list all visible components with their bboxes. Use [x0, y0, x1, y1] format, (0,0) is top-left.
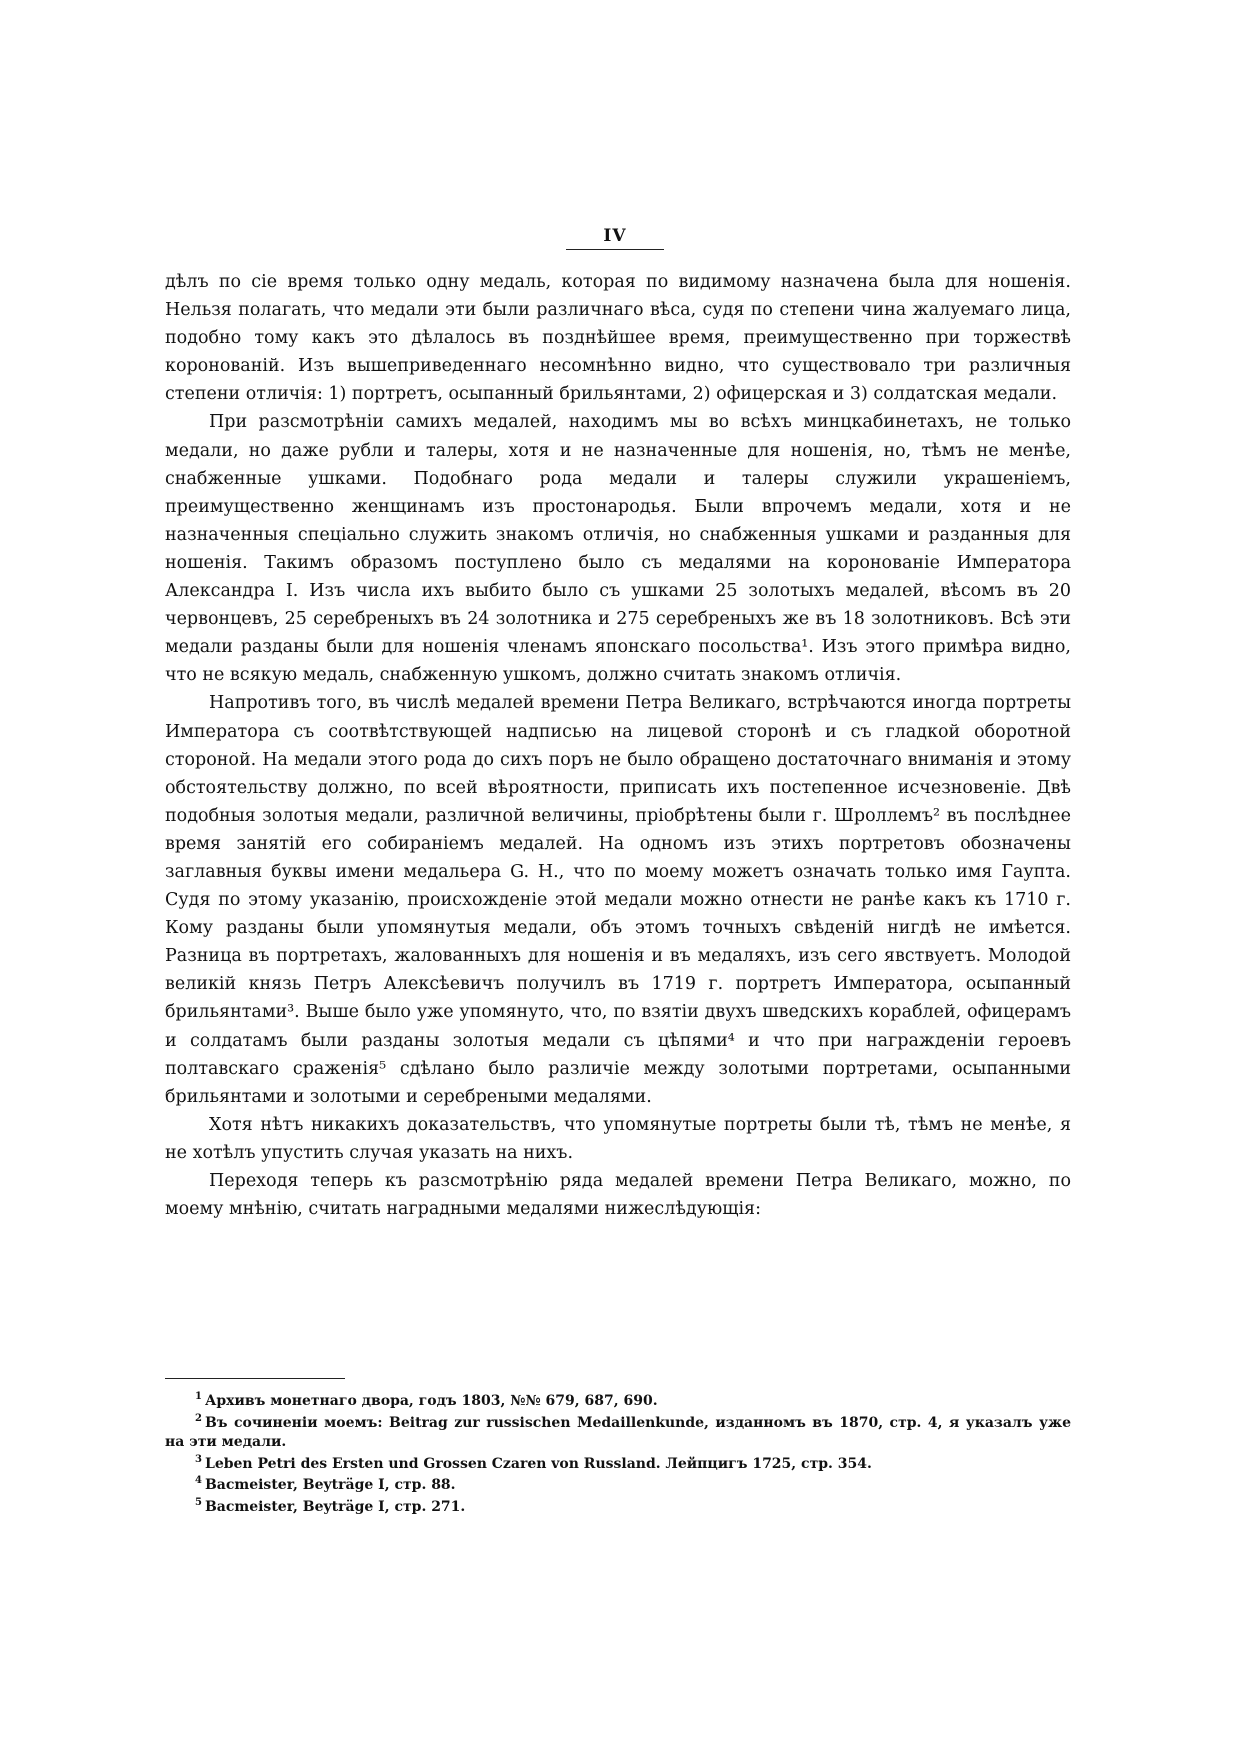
footnote-mark: 3 — [195, 1453, 202, 1465]
footnote-4 — [165, 1476, 1071, 1496]
footnote-text: Bacmeister, Beyträge I, стр. 271. — [204, 1498, 466, 1515]
footnote-mark: 1 — [195, 1391, 202, 1403]
page-number: IV — [603, 226, 627, 246]
footnote-1 — [165, 1392, 1071, 1412]
footnote-text: Leben Petri des Ersten und Grossen Czaren von Russland. Лейпцигъ 1725, стр. 354. — [204, 1455, 872, 1472]
paragraph-2: При разсмотрѣніи самихъ медалей, находимъ мы во всѣхъ минцкабинетахъ, не только медали, но даже рубли и талеры, хотя и не назначенные для ношенія, но, тѣмъ не менѣе, снабженные ушками. Подобнаго рода медали и талеры служили украшеніемъ, преимущественно женщинамъ изъ простонародья. Были впрочемъ медали, хотя и не назначенныя спеціально служить знакомъ отличія, но снабженныя ушками и разданныя для ношенія. Такимъ образомъ поступлено было съ медалями на коронованіе Императора Александра I. Изъ числа ихъ выбито было съ ушками 25 золотыхъ медалей, вѣсомъ въ 20 червонцевъ, 25 серебреныхъ въ 24 золотника и 275 серебреныхъ же въ 18 золотниковъ. Всѣ эти медали разданы были для ношенія членамъ японскаго посольства¹. Изъ этого примѣра видно, что не всякую медаль, снабженную ушкомъ, должно считать знакомъ отличія. — [165, 412, 1071, 686]
footnotes — [165, 1392, 1071, 1519]
page-number-rule — [566, 249, 664, 250]
paragraph-5: Переходя теперь къ разсмотрѣнію ряда медалей времени Петра Великаго, можно, по моему мнѣнію, считать наградными медалями нижеслѣдующія: — [165, 1171, 1071, 1220]
footnote-text: Въ сочиненіи моемъ: Beitrag zur russischen Medaillenkunde, изданномъ въ 1870, стр. 4, я указалъ уже на эти медали. — [165, 1414, 1071, 1450]
paragraph-1: дѣлъ по сіе время только одну медаль, которая по видимому назначена была для ношенія. Нельзя полагать, что медали эти были различнаго вѣса, судя по степени чина жалуемаго лица, подобно тому какъ это дѣлалось въ позднѣйшее время, преимущественно при торжествѣ коронованій. Изъ вышеприведеннаго несомнѣнно видно, что существовало три различныя степени отличія: 1) портретъ, осыпанный брильянтами, 2) офицерская и 3) солдатская медали. — [165, 272, 1071, 405]
footnote-mark: 2 — [195, 1412, 202, 1424]
paragraph-4: Хотя нѣтъ никакихъ доказательствъ, что упомянутые портреты были тѣ, тѣмъ не менѣе, я не хотѣлъ упустить случая указать на нихъ. — [165, 1114, 1071, 1163]
footnote-5 — [165, 1498, 1071, 1518]
main-text — [165, 268, 1071, 1223]
footnote-separator — [165, 1378, 345, 1379]
footnote-3 — [165, 1455, 1071, 1475]
footnote-mark: 4 — [195, 1475, 202, 1487]
footnote-mark: 5 — [195, 1496, 202, 1508]
footnote-text: Bacmeister, Beyträge I, стр. 88. — [204, 1477, 456, 1493]
footnote-text: Архивъ монетнаго двора, годъ 1803, №№ 679, 687, 690. — [204, 1393, 658, 1409]
footnote-2 — [165, 1414, 1071, 1453]
paragraph-3: Напротивъ того, въ числѣ медалей времени Петра Великаго, встрѣчаются иногда портреты Императора съ соотвѣтствующей надписью на лицевой сторонѣ и съ гладкой оборотной стороной. На медали этого рода до сихъ поръ не было обращено достаточнаго вниманія и этому обстоятельству должно, по всей вѣроятности, приписать ихъ постепенное исчезновеніе. Двѣ подобныя золотыя медали, различной величины, пріобрѣтены были г. Шроллемъ² въ послѣднее время занятій его собираніемъ медалей. На одномъ изъ этихъ портретовъ обозначены заглавныя буквы имени медальера G. H., что по моему можетъ означать только имя Гаупта. Судя по этому указанію, происхожденіе этой медали можно отнести не ранѣе какъ къ 1710 г. Кому разданы были упомянутыя медали, объ этомъ точныхъ свѣденій нигдѣ не имѣется. Разница въ портретахъ, жалованныхъ для ношенія и въ медаляхъ, изъ сего явствуетъ. Молодой великій князь Петръ Алексѣевичъ получилъ въ 1719 г. портретъ Императора, осыпанный брильянтами³. Выше было уже упомянуто, что, по взятіи двухъ шведскихъ кораблей, офицерамъ и солдатамъ были разданы золотыя медали съ цѣпями⁴ и что при награжденіи героевъ полтавскаго сраженія⁵ сдѣлано было различіе между золотыми портретами, осыпанными брильянтами и золотыми и серебреными медалями. — [165, 693, 1071, 1107]
